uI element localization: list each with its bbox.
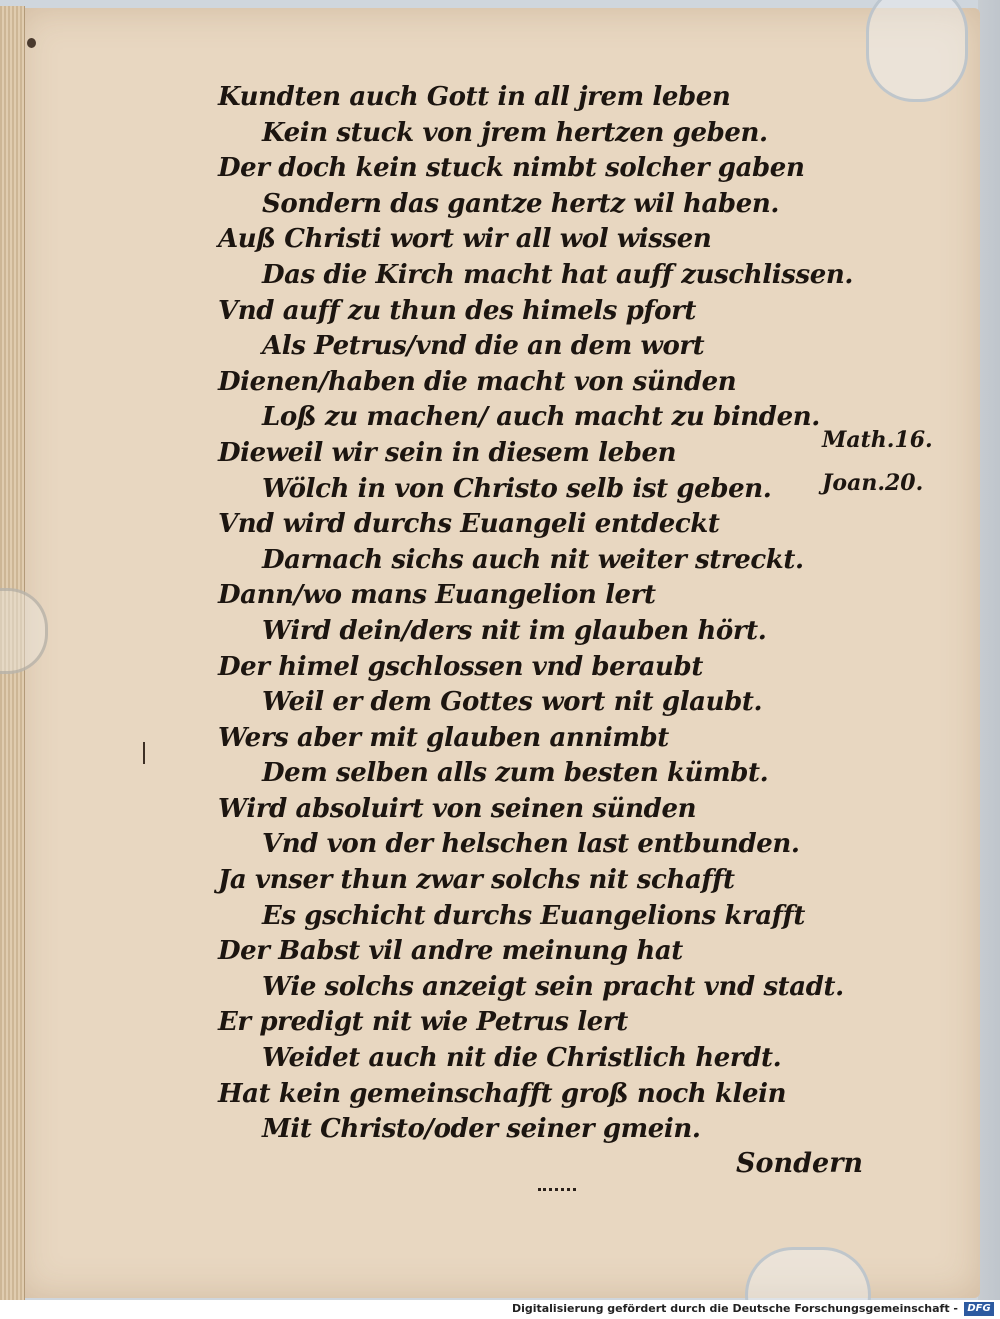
verse-line: Als Petrus/vnd die an dem wort xyxy=(262,331,705,362)
funding-notice: Digitalisierung gefördert durch die Deutsche Forschungsgemeinschaft - xyxy=(511,1302,958,1315)
margin-mark xyxy=(143,742,145,764)
verse-line: Wird dein/ders nit im glauben hört. xyxy=(262,615,767,646)
verse-line: Auß Christi wort wir all wol wissen xyxy=(218,224,712,255)
verse-line: Hat kein gemeinschafft groß noch klein xyxy=(218,1078,787,1109)
page-clip-top xyxy=(866,0,968,102)
verse-line: Dem selben alls zum besten kümbt. xyxy=(262,758,769,789)
verse-line: Loß zu machen/ auch macht zu binden. xyxy=(262,402,820,433)
verse-line: Wers aber mit glauben annimbt xyxy=(218,722,669,753)
verse-line: Kein stuck von jrem hertzen geben. xyxy=(262,117,768,148)
verse-line: Dieweil wir sein in diesem leben xyxy=(218,437,677,468)
scan-background-right xyxy=(978,0,1000,1300)
verse-line: Er predigt nit wie Petrus lert xyxy=(218,1007,628,1038)
verse-line: Dann/wo mans Euangelion lert xyxy=(218,580,656,611)
verse-line: Der doch kein stuck nimbt solcher gaben xyxy=(218,153,805,184)
dfg-logo: DFG xyxy=(964,1302,994,1316)
verse-line: Vnd auff zu thun des himels pfort xyxy=(218,295,696,326)
verse-line: Ja vnser thun zwar solchs nit schafft xyxy=(218,865,735,896)
verse-line: Das die Kirch macht hat auff zuschlissen. xyxy=(262,259,853,290)
signature-mark xyxy=(538,1188,576,1195)
verse-line: Sondern das gantze hertz wil haben. xyxy=(262,188,779,219)
catchword: Sondern xyxy=(736,1148,864,1179)
verse-line: Wie solchs anzeigt sein pracht vnd stadt. xyxy=(262,971,844,1002)
verse-line: Kundten auch Gott in all jrem leben xyxy=(218,82,731,112)
marginal-reference-matthew: Math.16. xyxy=(822,427,933,453)
verse-line: Es gschicht durchs Euangelions krafft xyxy=(262,900,805,931)
verse-line: Dienen/haben die macht von sünden xyxy=(218,366,737,397)
verse-line: Wird absoluirt von seinen sünden xyxy=(218,793,697,824)
verse-line: Darnach sichs auch nit weiter streckt. xyxy=(262,544,804,575)
verse-line: Vnd wird durchs Euangeli entdeckt xyxy=(218,509,720,540)
ink-spot xyxy=(27,38,36,48)
verse-line: Wölch in von Christo selb ist geben. xyxy=(262,473,772,504)
marginal-reference-john: Joan.20. xyxy=(822,470,924,496)
verse-line: Vnd von der helschen last entbunden. xyxy=(262,829,800,860)
verse-line: Weidet auch nit die Christlich herdt. xyxy=(262,1043,782,1074)
verse-line: Der himel gschlossen vnd beraubt xyxy=(218,651,703,682)
footer-bar xyxy=(0,1300,1000,1319)
verse-line: Der Babst vil andre meinung hat xyxy=(218,936,683,967)
verse-line: Weil er dem Gottes wort nit glaubt. xyxy=(262,687,763,718)
verse-line: Mit Christo/oder seiner gmein. xyxy=(262,1114,701,1145)
verse-text xyxy=(218,80,853,1148)
